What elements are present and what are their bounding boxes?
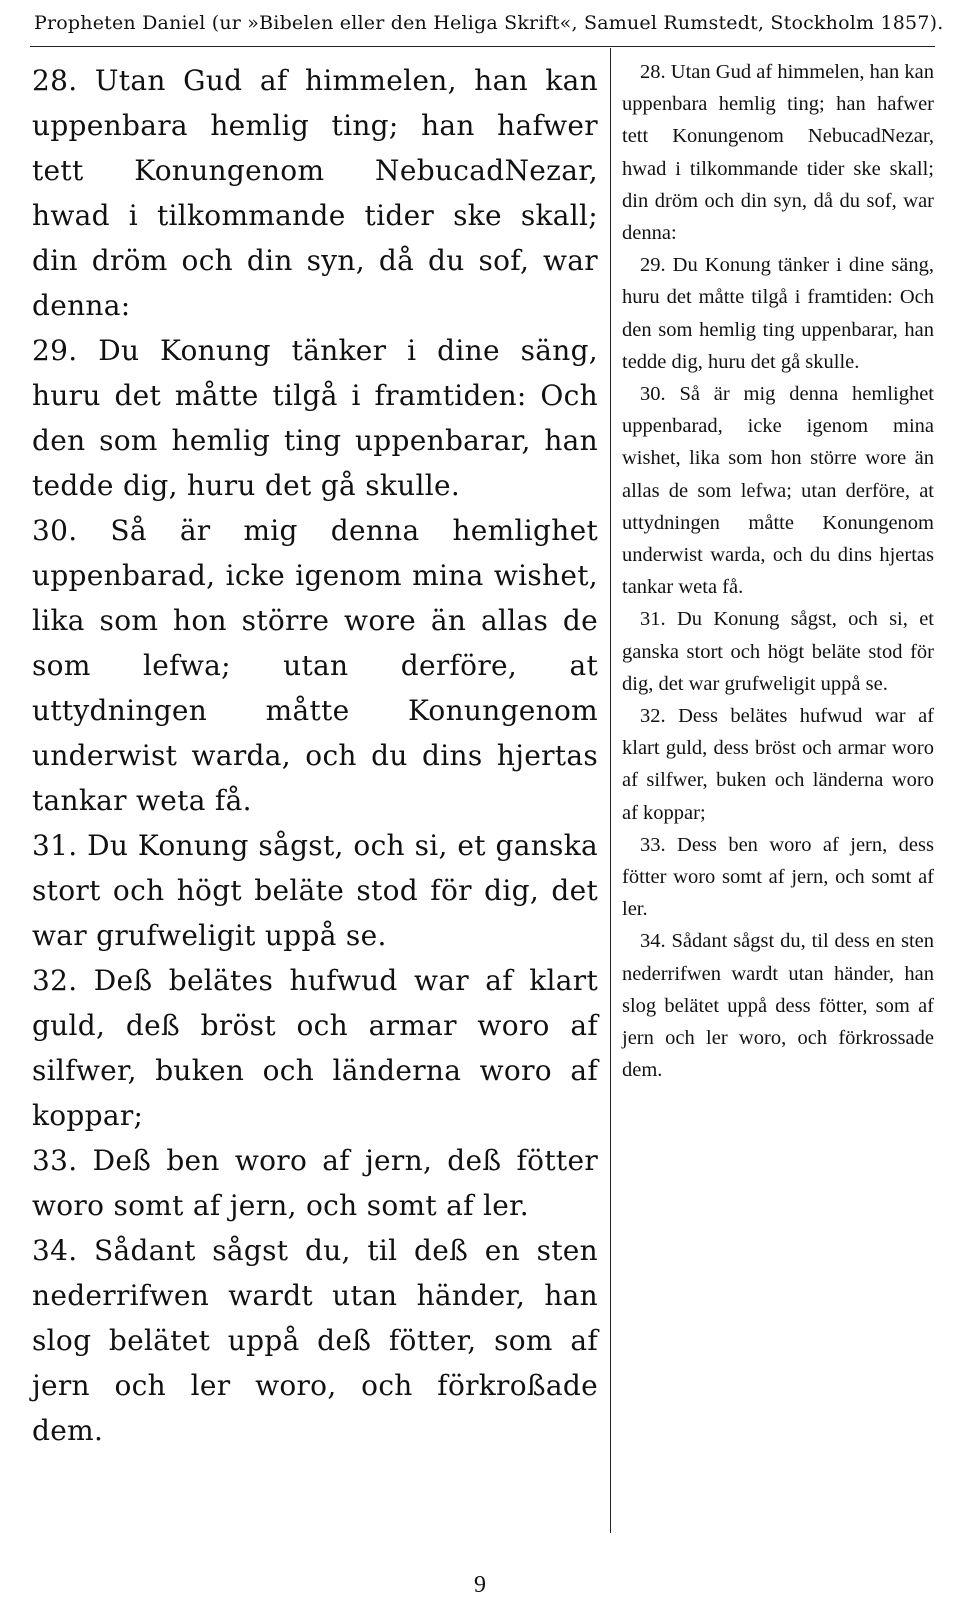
verse-30-modern: 30. Så är mig denna hemlighet uppenbarad, icke igenom mina wishet, lika som hon större wore än allas de som lefwa; utan derföre, at uttydningen måtte Konungenom underwist warda, och du dins hjertas tankar weta få. <box>622 383 934 599</box>
modern-column <box>622 56 934 1087</box>
verse-28-modern: 28. Utan Gud af himmelen, han kan uppenbara hemlig ting; han hafwer tett Konungenom NebucadNezar, hwad i tilkommande tider ske skall; din dröm och din syn, då du sof, war denna: <box>622 61 934 245</box>
verse-33-modern: 33. Dess ben woro af jern, dess fötter woro somt af jern, och somt af ler. <box>622 833 934 921</box>
fraktur-column <box>32 58 598 1453</box>
verse-30-fraktur: 30. Så är mig denna hemlighet uppenbarad, icke igenom mina wishet, lika som hon större wore än allas de som lefwa; utan derföre, at uttydningen måtte Konungenom underwist warda, och du dins hjertas tankar weta få. <box>32 514 598 817</box>
header-rule <box>30 46 935 47</box>
page-number: 9 <box>474 1572 486 1598</box>
verse-32-fraktur: 32. Deß belätes hufwud war af klart guld, deß bröst och armar woro af silfwer, buken och länderna woro af koppar; <box>32 964 598 1132</box>
verse-33-fraktur: 33. Deß ben woro af jern, deß fötter woro somt af jern, och somt af ler. <box>32 1144 598 1222</box>
column-divider <box>610 48 611 1533</box>
verse-29-modern: 29. Du Konung tänker i dine säng, huru det måtte tilgå i framtiden: Och den som hemlig ting uppenbarar, han tedde dig, huru det gå skulle. <box>622 254 934 373</box>
verse-31-modern: 31. Du Konung sågst, och si, et ganska stort och högt beläte stod för dig, det war grufweligit uppå se. <box>622 608 934 695</box>
page-header: Propheten Daniel (ur »Bibelen eller den Heliga Skrift«, Samuel Rumstedt, Stockholm 1857). <box>34 12 944 34</box>
verse-34-modern: 34. Sådant sågst du, til dess en sten nederrifwen wardt utan händer, han slog belätet uppå dess fötter, som af jern och ler woro, och förkrossade dem. <box>622 930 934 1082</box>
verse-31-fraktur: 31. Du Konung sågst, och si, et ganska stort och högt beläte stod för dig, det war grufweligit uppå se. <box>32 829 598 952</box>
verse-29-fraktur: 29. Du Konung tänker i dine säng, huru det måtte tilgå i framtiden: Och den som hemlig ting uppenbarar, han tedde dig, huru det gå skulle. <box>32 334 598 502</box>
verse-32-modern: 32. Dess belätes hufwud war af klart guld, dess bröst och armar woro af silfwer, buken och länderna woro af koppar; <box>622 705 934 824</box>
verse-34-fraktur: 34. Sådant sågst du, til deß en sten nederrifwen wardt utan händer, han slog belätet uppå deß fötter, som af jern och ler woro, och förkroßade dem. <box>32 1234 598 1447</box>
verse-28-fraktur: 28. Utan Gud af himmelen, han kan uppenbara hemlig ting; han hafwer tett Konungenom NebucadNezar, hwad i tilkommande tider ske skall; din dröm och din syn, då du sof, war denna: <box>32 64 598 322</box>
